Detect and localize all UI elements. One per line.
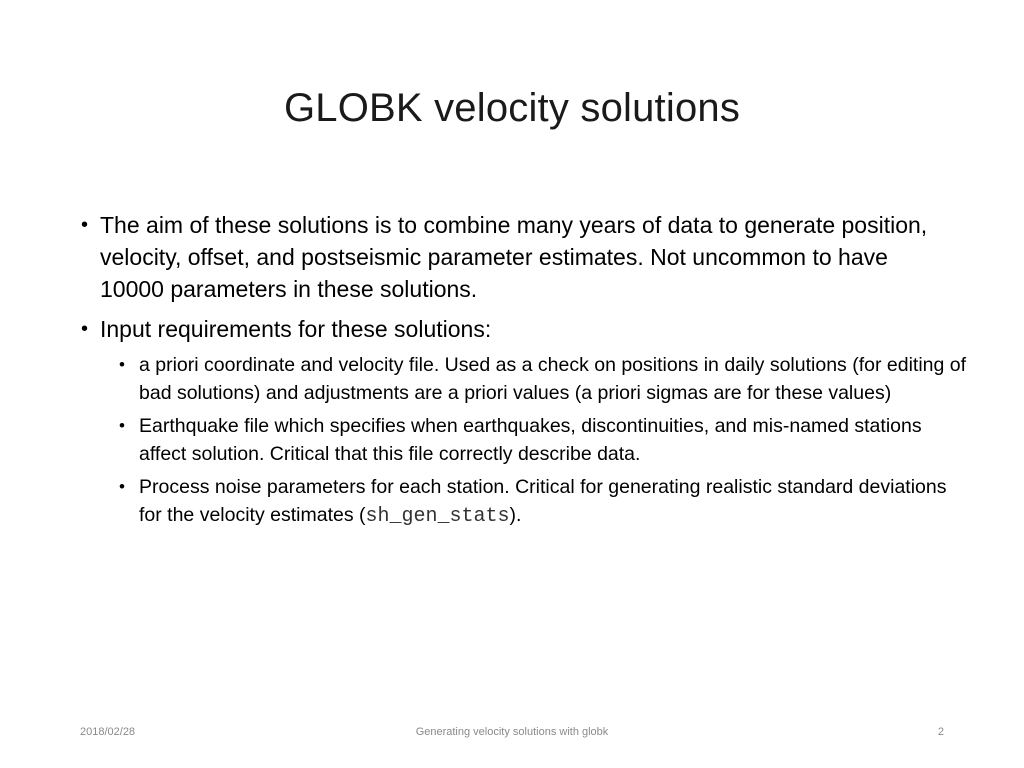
footer-date: 2018/02/28 <box>80 726 136 738</box>
sub-bullet-icon: • <box>119 416 125 435</box>
sub-bullet-apriori-file <box>117 351 969 407</box>
bullet-icon: • <box>81 318 89 340</box>
slide-title: GLOBK velocity solutions <box>283 86 741 130</box>
sub-bullet-list <box>117 351 967 531</box>
sub-bullet-text: Earthquake file which specifies when earthquakes, discontinuities, and mis-named stations affect solution. Critical that this file correctly describe data. <box>139 415 922 465</box>
slide-body <box>78 209 967 536</box>
code-sh-gen-stats: sh_gen_stats <box>365 505 510 528</box>
bullet-text: Input requirements for these solutions: <box>100 316 492 342</box>
sub-bullet-earthquake-file <box>117 412 969 468</box>
sub-bullet-text: a priori coordinate and velocity file. Used as a check on positions in daily solutions (for editing of bad solutions) and adjustments are a priori values (a priori sigmas are for these values) <box>139 354 967 404</box>
bullet-item-input-requirements <box>78 313 958 345</box>
sub-bullet-icon: • <box>119 477 125 496</box>
sub-bullet-text-after: ). <box>509 504 522 526</box>
footer-page-number: 2 <box>937 726 944 738</box>
bullet-item-aim <box>78 209 958 305</box>
sub-bullet-text-before: Process noise parameters for each station. Critical for generating realistic standard deviations for the velocity estimates ( <box>139 476 947 526</box>
bullet-icon: • <box>81 214 89 236</box>
footer-title: Generating velocity solutions with globk <box>415 726 609 738</box>
sub-bullet-icon: • <box>119 355 125 374</box>
sub-bullet-process-noise <box>117 473 969 531</box>
bullet-text: The aim of these solutions is to combine many years of data to generate position, velocity, offset, and postseismic parameter estimates. Not uncommon to have 10000 parameters in these solutions. <box>100 212 928 302</box>
